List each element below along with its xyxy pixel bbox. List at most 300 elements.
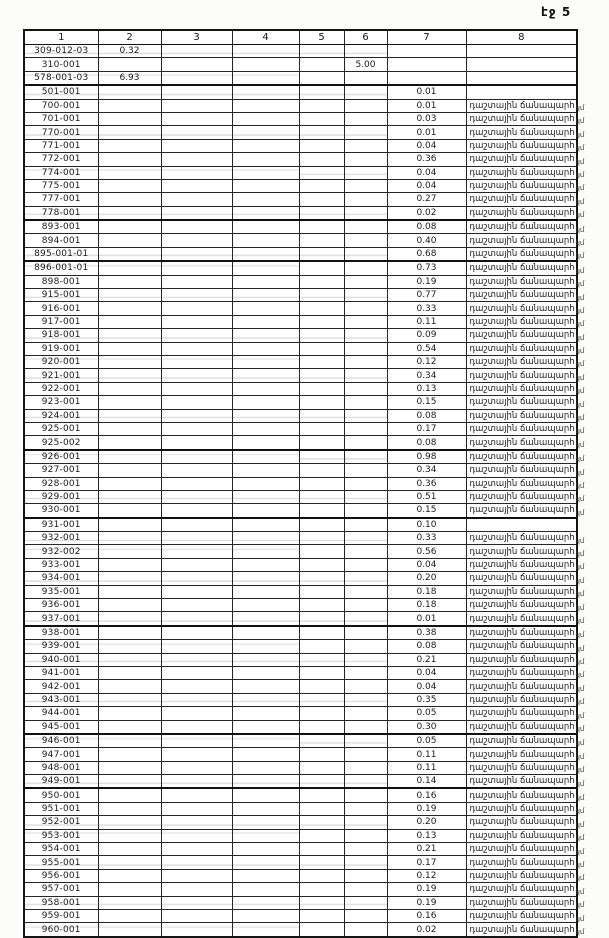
cell-value xyxy=(344,856,387,869)
cell-value xyxy=(344,734,387,748)
table-row xyxy=(24,653,577,666)
cell-value: 0.10 xyxy=(387,518,466,532)
cell-value xyxy=(232,58,299,71)
cell-value xyxy=(232,490,299,503)
cell-value: 5.00 xyxy=(344,58,387,71)
cell-value xyxy=(161,436,232,450)
road-label: դաշտային ճանապարհ xyxy=(469,127,575,138)
cell-code: 946-001 xyxy=(24,734,98,748)
cell-value: 0.19 xyxy=(387,883,466,896)
cell-value: 0.34 xyxy=(387,369,466,382)
cell-value xyxy=(299,856,344,869)
margin-unit-label: կմ xyxy=(575,725,585,734)
cell-value: 0.04 xyxy=(387,179,466,192)
cell-value: 0.17 xyxy=(387,422,466,435)
cell-value xyxy=(344,275,387,288)
cell-value xyxy=(344,342,387,355)
cell-road-label xyxy=(466,748,585,761)
margin-unit-label: կմ xyxy=(575,414,585,423)
road-label: դաշտային ճանապարհ xyxy=(469,140,575,151)
cell-value: 0.56 xyxy=(387,545,466,558)
road-label: դաշտային ճանապարհ xyxy=(469,357,575,368)
cell-value xyxy=(344,450,387,464)
cell-value: 0.05 xyxy=(387,734,466,748)
margin-unit-label: կմ xyxy=(575,631,585,640)
cell-value xyxy=(98,193,161,206)
cell-value xyxy=(98,234,161,247)
cell-value xyxy=(161,883,232,896)
cell-value xyxy=(161,490,232,503)
cell-value xyxy=(344,788,387,802)
cell-code: 770-001 xyxy=(24,126,98,139)
margin-unit-label: կմ xyxy=(575,455,585,464)
road-label: դաշտային ճանապարհ xyxy=(469,330,575,341)
table-row xyxy=(24,734,577,748)
margin-unit-label: կմ xyxy=(575,536,585,545)
cell-value xyxy=(344,585,387,598)
cell-value xyxy=(344,126,387,139)
cell-value xyxy=(98,843,161,856)
margin-unit-label: կմ xyxy=(575,495,585,504)
cell-value xyxy=(299,680,344,693)
cell-code: 898-001 xyxy=(24,275,98,288)
cell-value xyxy=(98,585,161,598)
table-row xyxy=(24,532,577,545)
cell-value xyxy=(299,572,344,585)
cell-value xyxy=(98,707,161,720)
cell-road-label xyxy=(466,843,585,856)
cell-value xyxy=(344,775,387,789)
cell-value xyxy=(299,342,344,355)
cell-value xyxy=(344,422,387,435)
cell-value xyxy=(98,179,161,192)
cell-value xyxy=(299,139,344,152)
cell-value: 0.68 xyxy=(387,247,466,261)
cell-value xyxy=(98,816,161,829)
cell-road-label xyxy=(466,816,585,829)
road-label: դաշտային ճանապարհ xyxy=(469,222,575,233)
cell-value: 0.34 xyxy=(387,464,466,477)
margin-unit-label: կմ xyxy=(575,320,585,329)
cell-value xyxy=(232,477,299,490)
cell-road-label xyxy=(466,355,585,369)
table-row xyxy=(24,329,577,342)
cell-value xyxy=(161,802,232,815)
cell-value xyxy=(98,85,161,99)
cell-value xyxy=(98,788,161,802)
margin-unit-label: կմ xyxy=(575,793,585,802)
cell-value xyxy=(161,666,232,679)
cell-value xyxy=(299,289,344,302)
cell-value xyxy=(161,58,232,71)
cell-value xyxy=(98,396,161,409)
cell-code: 951-001 xyxy=(24,802,98,815)
cell-value xyxy=(98,896,161,909)
cell-value xyxy=(344,85,387,99)
cell-road-label xyxy=(466,612,585,626)
cell-value xyxy=(232,816,299,829)
cell-road-label xyxy=(466,99,585,113)
column-header: 7 xyxy=(387,30,466,45)
cell-value xyxy=(344,680,387,693)
cell-value xyxy=(299,315,344,328)
cell-value xyxy=(161,572,232,585)
cell-value xyxy=(232,436,299,450)
cell-value xyxy=(98,329,161,342)
road-label: դաշտային ճանապարհ xyxy=(469,762,575,773)
cell-value: 6.93 xyxy=(98,71,161,85)
cell-value xyxy=(344,464,387,477)
cell-road-label xyxy=(466,761,585,775)
cell-value xyxy=(344,193,387,206)
cell-code: 917-001 xyxy=(24,315,98,328)
road-label: դաշտային ճանապարհ xyxy=(469,317,575,327)
cell-value xyxy=(232,206,299,220)
table-row xyxy=(24,369,577,382)
cell-value xyxy=(387,71,466,85)
margin-unit-label: կմ xyxy=(575,211,585,220)
cell-road-label xyxy=(466,179,585,193)
cell-value: 0.01 xyxy=(387,85,466,99)
cell-value xyxy=(232,626,299,640)
cell-road-label xyxy=(466,289,585,302)
cell-code: 939-001 xyxy=(24,640,98,653)
cell-value xyxy=(232,532,299,545)
cell-road-label xyxy=(466,545,585,558)
cell-value xyxy=(161,139,232,152)
cell-code: 894-001 xyxy=(24,234,98,247)
cell-value xyxy=(161,693,232,706)
column-header: 1 xyxy=(24,30,98,45)
cell-code: 700-001 xyxy=(24,99,98,112)
margin-unit-label: կմ xyxy=(575,563,585,572)
cell-code: 954-001 xyxy=(24,843,98,856)
cell-value xyxy=(161,247,232,261)
cell-code: 309-012-03 xyxy=(24,45,98,58)
margin-unit-label: կմ xyxy=(575,590,585,599)
cell-value xyxy=(232,693,299,706)
cell-value xyxy=(299,436,344,450)
table-row xyxy=(24,477,577,490)
cell-value xyxy=(299,843,344,856)
cell-value: 0.04 xyxy=(387,680,466,693)
cell-value xyxy=(98,829,161,842)
road-label: դաշտային ճանապարհ xyxy=(469,668,575,679)
cell-value: 0.36 xyxy=(387,477,466,490)
table-row xyxy=(24,640,577,653)
cell-code: 933-001 xyxy=(24,558,98,571)
cell-value xyxy=(299,112,344,125)
table-row xyxy=(24,748,577,761)
cell-value xyxy=(299,883,344,896)
cell-value xyxy=(299,261,344,275)
cell-value xyxy=(161,220,232,234)
margin-unit-label: կմ xyxy=(575,130,585,139)
road-label: դաշտային ճանապարհ xyxy=(469,290,575,301)
cell-value: 0.04 xyxy=(387,666,466,679)
cell-value xyxy=(299,829,344,842)
cell-value xyxy=(299,126,344,139)
table-row xyxy=(24,206,577,220)
cell-value xyxy=(98,532,161,545)
cell-value: 0.08 xyxy=(387,640,466,653)
cell-value xyxy=(299,666,344,679)
cell-code: 949-001 xyxy=(24,775,98,789)
cell-code: 930-001 xyxy=(24,504,98,518)
cell-value xyxy=(299,234,344,247)
cell-value: 0.16 xyxy=(387,910,466,923)
cell-value xyxy=(232,896,299,909)
margin-unit-label: կմ xyxy=(575,887,585,896)
cell-value: 0.73 xyxy=(387,261,466,275)
cell-value: 0.40 xyxy=(387,234,466,247)
cell-value xyxy=(344,923,387,937)
cell-code: 932-002 xyxy=(24,545,98,558)
road-label: դաշտային ճանապարհ xyxy=(469,884,575,895)
margin-unit-label: կմ xyxy=(575,280,585,289)
cell-code: 950-001 xyxy=(24,788,98,802)
cell-road-label xyxy=(466,896,585,910)
cell-value xyxy=(98,490,161,503)
cell-value xyxy=(98,126,161,139)
cell-road-label xyxy=(466,734,585,748)
table-header xyxy=(24,30,577,45)
cell-code: 943-001 xyxy=(24,693,98,706)
cell-value xyxy=(299,85,344,99)
road-label: դաշտային ճանապարհ xyxy=(469,181,575,192)
cell-value xyxy=(344,179,387,192)
cell-value xyxy=(98,775,161,789)
column-header: 6 xyxy=(344,30,387,45)
cell-value xyxy=(344,220,387,234)
cell-value xyxy=(232,247,299,261)
cell-value xyxy=(161,612,232,626)
cell-value xyxy=(98,315,161,328)
cell-value xyxy=(299,329,344,342)
table-row xyxy=(24,545,577,558)
margin-unit-label: կմ xyxy=(575,373,585,382)
margin-unit-label: կմ xyxy=(575,779,585,788)
cell-value xyxy=(299,99,344,112)
cell-road-label xyxy=(466,518,577,532)
cell-value xyxy=(344,572,387,585)
cell-road-label xyxy=(466,599,585,612)
table-row xyxy=(24,599,577,612)
cell-road-label xyxy=(466,302,585,315)
table-row xyxy=(24,761,577,774)
cell-road-label xyxy=(466,126,585,139)
cell-road-label xyxy=(466,206,585,220)
road-label: դաշտային ճանապարհ xyxy=(469,681,575,692)
cell-value xyxy=(161,707,232,720)
margin-unit-label: կմ xyxy=(575,306,585,315)
margin-unit-label: կմ xyxy=(575,576,585,585)
margin-unit-label: կմ xyxy=(575,616,585,625)
cell-road-label xyxy=(466,261,585,275)
cell-value xyxy=(232,910,299,923)
cell-code: 922-001 xyxy=(24,382,98,395)
cell-value: 0.08 xyxy=(387,436,466,450)
cell-value xyxy=(232,666,299,679)
road-label: դաշտային ճանապարհ xyxy=(469,586,575,597)
road-label: դաշտային ճանապարհ xyxy=(469,694,575,705)
cell-value xyxy=(161,206,232,220)
cell-value xyxy=(161,179,232,192)
cell-value xyxy=(161,680,232,693)
cell-value xyxy=(344,883,387,896)
cell-road-label xyxy=(466,275,585,289)
cell-value xyxy=(299,45,344,58)
cell-value xyxy=(232,599,299,612)
cell-value xyxy=(161,843,232,856)
cell-value xyxy=(299,910,344,923)
cell-value xyxy=(344,748,387,761)
road-label: դաշտային ճանապարհ xyxy=(469,573,575,584)
cell-value xyxy=(344,166,387,179)
cell-code: 924-001 xyxy=(24,409,98,422)
margin-unit-label: կմ xyxy=(575,508,585,517)
cell-value xyxy=(98,856,161,869)
cell-value xyxy=(161,775,232,789)
margin-unit-label: կմ xyxy=(575,549,585,558)
table-row xyxy=(24,58,577,71)
cell-value: 0.98 xyxy=(387,450,466,464)
cell-road-label xyxy=(466,788,585,802)
cell-code: 925-001 xyxy=(24,422,98,435)
cell-value xyxy=(344,761,387,774)
cell-value xyxy=(232,923,299,937)
table-row xyxy=(24,829,577,842)
cell-value xyxy=(299,748,344,761)
column-header: 8 xyxy=(466,30,577,45)
road-label: դաշտային ճանապարհ xyxy=(469,249,575,260)
cell-value xyxy=(161,261,232,275)
table-row xyxy=(24,112,577,125)
cell-value xyxy=(344,843,387,856)
road-label: դաշտային ճանապարհ xyxy=(469,546,575,557)
cell-value xyxy=(98,220,161,234)
cell-road-label xyxy=(466,802,585,816)
cell-value xyxy=(299,896,344,909)
cell-code: 956-001 xyxy=(24,869,98,882)
cell-value xyxy=(232,220,299,234)
cell-value xyxy=(232,829,299,842)
table-row xyxy=(24,247,577,261)
margin-unit-label: կմ xyxy=(575,927,585,936)
cell-value xyxy=(161,856,232,869)
margin-unit-label: կմ xyxy=(575,766,585,775)
cell-value xyxy=(299,869,344,882)
cell-code: 778-001 xyxy=(24,206,98,220)
cell-value xyxy=(299,599,344,612)
cell-value: 0.13 xyxy=(387,829,466,842)
cell-value xyxy=(232,843,299,856)
cell-value xyxy=(161,504,232,518)
margin-unit-label: կմ xyxy=(575,157,585,166)
table-row xyxy=(24,464,577,477)
header-row xyxy=(24,30,577,45)
road-label: դաշտային ճանապարհ xyxy=(469,857,575,868)
cell-value xyxy=(299,275,344,288)
cell-value xyxy=(98,275,161,288)
cell-road-label xyxy=(466,666,585,680)
road-label: դաշտային ճանապարհ xyxy=(469,749,575,760)
cell-value xyxy=(98,436,161,450)
cell-value xyxy=(98,342,161,355)
cell-value xyxy=(344,869,387,882)
column-header: 4 xyxy=(232,30,299,45)
table-row xyxy=(24,275,577,288)
cell-road-label xyxy=(466,490,585,504)
margin-unit-label: կմ xyxy=(575,400,585,409)
cell-code: 310-001 xyxy=(24,58,98,71)
cell-value xyxy=(344,599,387,612)
road-label: դաշտային ճանապարհ xyxy=(469,383,575,394)
cell-value xyxy=(299,477,344,490)
margin-unit-label: կմ xyxy=(575,293,585,302)
cell-road-label xyxy=(466,450,585,464)
cell-value xyxy=(299,923,344,937)
road-label: դաշտային ճանապարհ xyxy=(469,465,575,476)
cell-code: 915-001 xyxy=(24,289,98,302)
cell-value xyxy=(299,545,344,558)
table-row xyxy=(24,572,577,585)
table-row xyxy=(24,220,577,234)
road-label: դաշտային ճանապարհ xyxy=(469,114,575,125)
cell-value xyxy=(161,626,232,640)
cell-value xyxy=(161,653,232,666)
road-label: դաշտային ճանապարհ xyxy=(469,276,575,287)
cell-value xyxy=(161,289,232,302)
cell-value xyxy=(344,490,387,503)
cell-value xyxy=(98,139,161,152)
table-row xyxy=(24,707,577,720)
cell-value xyxy=(299,153,344,166)
cell-code: 771-001 xyxy=(24,139,98,152)
margin-unit-label: կմ xyxy=(575,184,585,193)
cell-value xyxy=(161,910,232,923)
cell-value xyxy=(232,883,299,896)
table-row xyxy=(24,923,577,937)
page-number-label: էջ 5 xyxy=(541,5,572,19)
cell-value xyxy=(299,707,344,720)
margin-unit-label: կմ xyxy=(575,644,585,653)
cell-value xyxy=(232,369,299,382)
cell-code: 947-001 xyxy=(24,748,98,761)
cell-value xyxy=(344,612,387,626)
cell-value xyxy=(161,382,232,395)
cell-value xyxy=(299,761,344,774)
cell-code: 952-001 xyxy=(24,816,98,829)
cell-value xyxy=(232,653,299,666)
cell-value xyxy=(161,816,232,829)
column-header: 5 xyxy=(299,30,344,45)
cell-value xyxy=(98,545,161,558)
cell-value xyxy=(344,355,387,368)
cell-value xyxy=(98,802,161,815)
cell-value xyxy=(98,382,161,395)
cell-road-label xyxy=(466,193,585,206)
cell-value xyxy=(299,206,344,220)
cell-value: 0.01 xyxy=(387,126,466,139)
road-label: դաշտային ճանապարհ xyxy=(469,924,575,935)
table-row xyxy=(24,775,577,789)
cell-value xyxy=(232,558,299,571)
cell-value xyxy=(232,869,299,882)
table-row xyxy=(24,302,577,315)
cell-value: 0.77 xyxy=(387,289,466,302)
table-row xyxy=(24,342,577,355)
